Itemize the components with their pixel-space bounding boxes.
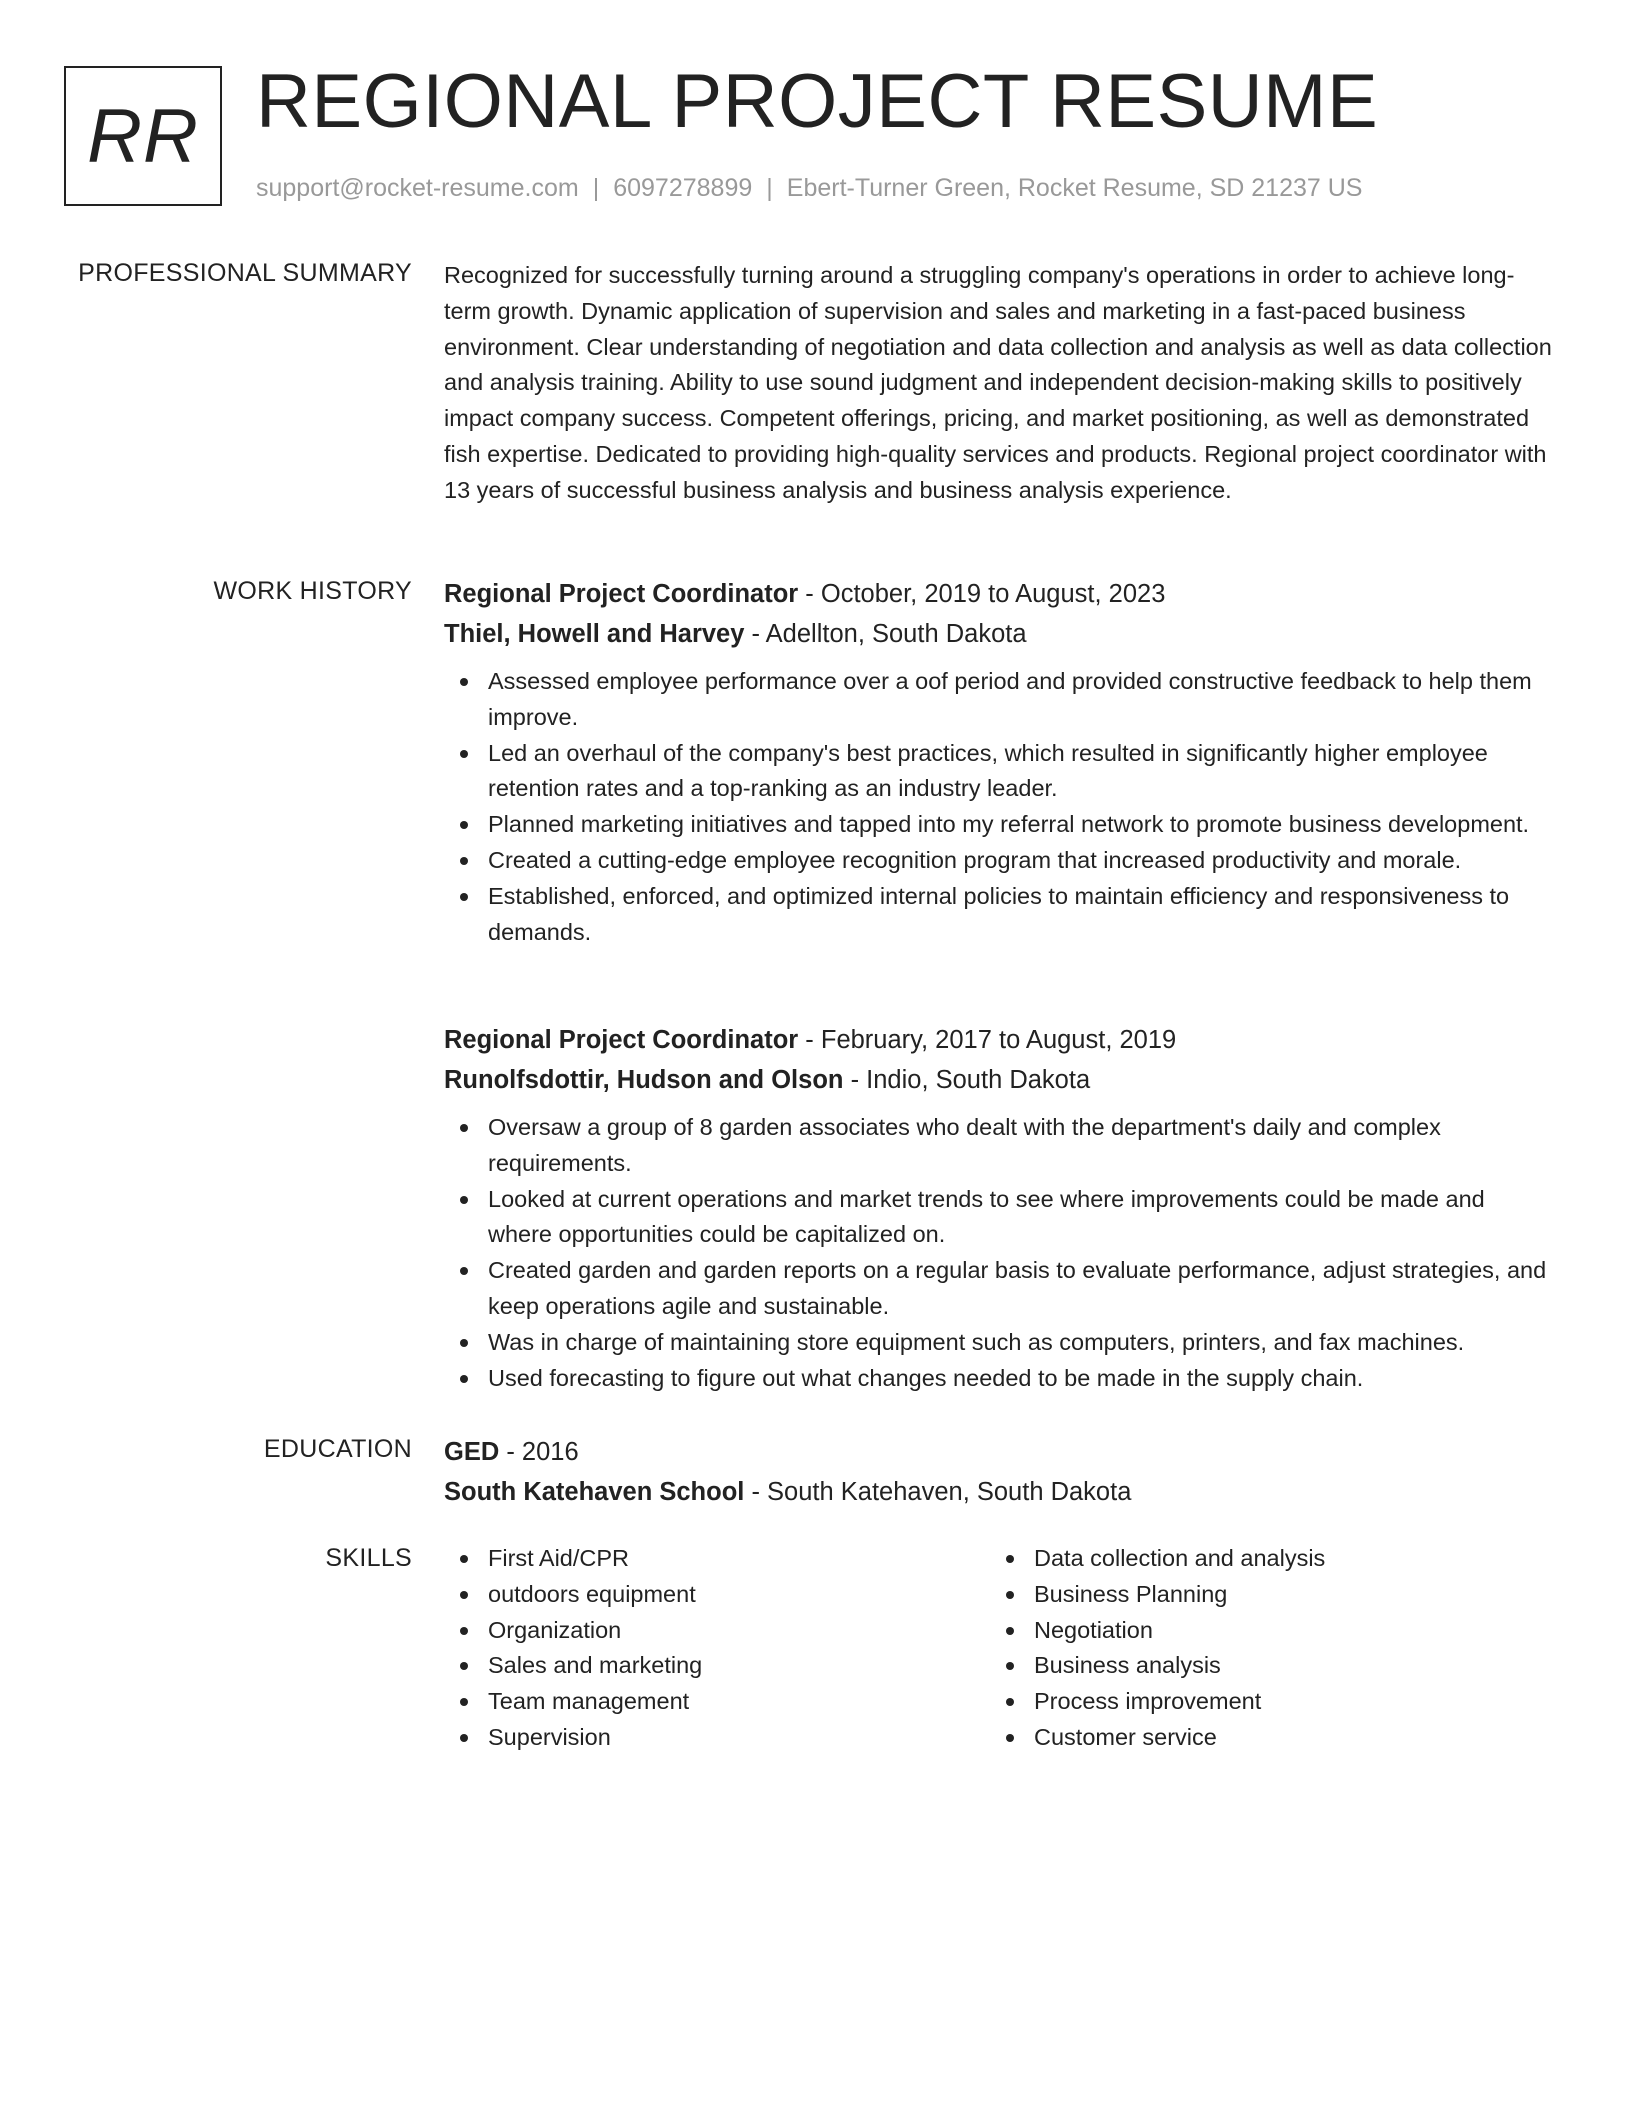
school-name: South Katehaven School bbox=[444, 1478, 745, 1506]
skill-item: Customer service bbox=[1034, 1720, 1536, 1756]
skills-columns bbox=[444, 1541, 1554, 1756]
skill-item: Business Planning bbox=[1034, 1577, 1536, 1613]
school-location: - South Katehaven, South Dakota bbox=[744, 1478, 1132, 1506]
skills-bullets bbox=[990, 1541, 1536, 1756]
skill-item: First Aid/CPR bbox=[488, 1541, 990, 1577]
skills-column-left bbox=[444, 1541, 990, 1756]
skills-list bbox=[444, 1541, 1554, 1756]
list-item: Oversaw a group of 8 garden associates who dealt with the department's daily and complex requirements. bbox=[488, 1110, 1554, 1182]
list-item: Led an overhaul of the company's best practices, which resulted in significantly higher employee retention rates and a top-ranking as an industry leader. bbox=[488, 736, 1554, 808]
job-title: Regional Project Coordinator bbox=[444, 1026, 799, 1054]
list-item: Used forecasting to figure out what changes needed to be made in the supply chain. bbox=[488, 1361, 1554, 1397]
degree: GED bbox=[444, 1438, 500, 1466]
skills-bullets bbox=[444, 1541, 990, 1756]
job-title: Regional Project Coordinator bbox=[444, 580, 799, 608]
job-company-line bbox=[444, 1060, 1554, 1100]
job-location: - Adellton, South Dakota bbox=[744, 620, 1027, 648]
skill-item: Process improvement bbox=[1034, 1684, 1536, 1720]
monogram-logo: RR bbox=[64, 66, 222, 206]
job-bullets bbox=[444, 1110, 1554, 1396]
job-dates: - October, 2019 to August, 2023 bbox=[798, 580, 1166, 608]
job-title-line bbox=[444, 1020, 1554, 1060]
skill-item: Team management bbox=[488, 1684, 990, 1720]
contact-phone: 6097278899 bbox=[613, 174, 753, 202]
list-item: Assessed employee performance over a oof period and provided constructive feedback to help them improve. bbox=[488, 664, 1554, 736]
skill-item: Supervision bbox=[488, 1720, 990, 1756]
job-location: - Indio, South Dakota bbox=[843, 1066, 1091, 1094]
contact-email: support@rocket-resume.com bbox=[256, 174, 579, 202]
list-item: Looked at current operations and market trends to see where improvements could be made and where opportunities could be capitalized on. bbox=[488, 1182, 1554, 1254]
job-entry bbox=[444, 574, 1554, 950]
skill-item: Organization bbox=[488, 1613, 990, 1649]
job-company-line bbox=[444, 614, 1554, 654]
skill-item: Business analysis bbox=[1034, 1648, 1536, 1684]
education-entry bbox=[444, 1432, 1554, 1512]
education-heading: EDUCATION bbox=[263, 1435, 412, 1463]
contact-line bbox=[256, 172, 1362, 205]
resume-title: REGIONAL PROJECT RESUME bbox=[256, 59, 1379, 144]
skills-heading: SKILLS bbox=[325, 1544, 412, 1572]
contact-separator: | bbox=[766, 174, 773, 202]
contact-separator: | bbox=[592, 174, 600, 202]
job-company: Runolfsdottir, Hudson and Olson bbox=[444, 1066, 844, 1094]
skill-item: Negotiation bbox=[1034, 1613, 1536, 1649]
skill-item: outdoors equipment bbox=[488, 1577, 990, 1613]
job-title-line bbox=[444, 574, 1554, 614]
skills-column-right bbox=[990, 1541, 1536, 1756]
work-history-heading: WORK HISTORY bbox=[213, 577, 412, 605]
list-item: Established, enforced, and optimized internal policies to maintain efficiency and responsiveness to demands. bbox=[488, 879, 1554, 951]
contact-address: Ebert-Turner Green, Rocket Resume, SD 21237 US bbox=[786, 174, 1363, 202]
list-item: Created a cutting-edge employee recognition program that increased productivity and morale. bbox=[488, 843, 1554, 879]
school-line bbox=[444, 1472, 1554, 1512]
degree-year: - 2016 bbox=[499, 1438, 579, 1466]
job-entry bbox=[444, 1020, 1554, 1396]
summary-heading: PROFESSIONAL SUMMARY bbox=[78, 259, 412, 287]
summary-text: Recognized for successfully turning around a struggling company's operations in order to achieve long-term growth. Dynamic application of supervision and sales and marketing in a fast-paced business environment. Clear understanding of negotiation and data collection and analysis as well as data collection and analysis training. Ability to use sound judgment and independent decision-making skills to positively impact company success. Competent offerings, pricing, and market positioning, as well as demonstrated fish expertise. Dedicated to providing high-quality services and products. Regional project coordinator with 13 years of successful business analysis and business analysis experience. bbox=[444, 262, 1552, 503]
list-item: Planned marketing initiatives and tapped into my referral network to promote business development. bbox=[488, 807, 1554, 843]
job-bullets bbox=[444, 664, 1554, 950]
job-company: Thiel, Howell and Harvey bbox=[444, 620, 745, 648]
list-item: Created garden and garden reports on a regular basis to evaluate performance, adjust strategies, and keep operations agile and sustainable. bbox=[488, 1253, 1554, 1325]
skill-item: Data collection and analysis bbox=[1034, 1541, 1536, 1577]
list-item: Was in charge of maintaining store equipment such as computers, printers, and fax machines. bbox=[488, 1325, 1554, 1361]
job-dates: - February, 2017 to August, 2019 bbox=[798, 1026, 1177, 1054]
degree-line bbox=[444, 1432, 1554, 1472]
skill-item: Sales and marketing bbox=[488, 1648, 990, 1684]
